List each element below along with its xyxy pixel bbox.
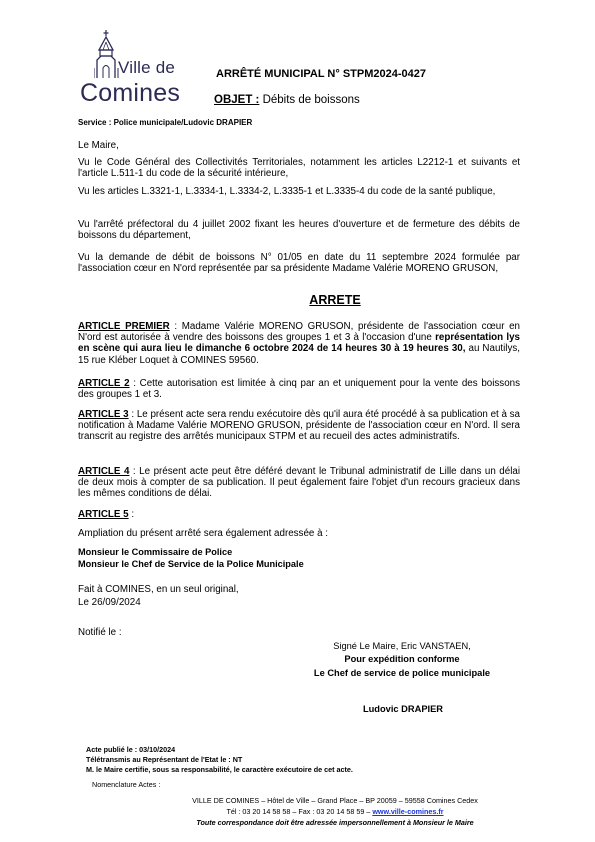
logo-ville-de: Ville de <box>118 58 176 77</box>
signatory-name: Ludovic DRAPIER <box>362 704 444 714</box>
date-signature: Le 26/09/2024 <box>78 597 141 608</box>
service-line: Service : Police municipale/Ludovic DRAPIER <box>78 118 253 127</box>
article-premier-text: : Madame Valérie MORENO GRUSON, présidente de l'association cœur en N'ord est autorisée à vendre des boissons des groupes 1 et 3 à l'occasion d'une <box>78 321 520 344</box>
objet-line <box>214 94 360 106</box>
footer-tel: Tél : 03 20 14 58 58 – Fax : 03 20 14 58 59 – <box>226 807 373 816</box>
article-2-text: : Cette autorisation est limitée à cinq par an et uniquement pour la vente des boissons des groupes 1 et 3. <box>78 378 520 401</box>
vu-arrete-prefectoral: Vu l'arrêté préfectoral du 4 juillet 2002 fixant les heures d'ouverture et de fermeture des débits de boissons du département, <box>78 219 520 242</box>
fait-a: Fait à COMINES, en un seul original, <box>78 584 239 595</box>
article-2-label: ARTICLE 2 <box>78 378 130 389</box>
footer-contact <box>0 807 595 816</box>
pour-expedition: Pour expédition conforme <box>344 654 460 664</box>
vu-demande: Vu la demande de débit de boissons N° 01/05 en date du 11 septembre 2024 formulée par l'association cœur en N'ord représentée par sa présidente Madame Valérie MORENO GRUSON, <box>78 252 520 275</box>
arrete-heading: ARRETE <box>309 293 361 307</box>
website-link[interactable]: www.ville-comines.fr <box>372 807 444 816</box>
article-premier-event: représentation lys en scène qui aura lieu le dimanche 6 octobre 2024 de 14 heures 30 à 19 heures 30, <box>78 332 520 355</box>
nomenclature: Nomenclature Actes : <box>92 780 161 789</box>
article-3-text: : Le présent acte sera rendu exécutoire dès qu'il aura été procédé à sa publication et à sa notification à Madame Valérie MORENO GRUSON, présidente de l'association cœur en N'ord. Il sera transcrit au registre des arrêtés municipaux STPM et au recueil des actes administratifs. <box>78 409 521 443</box>
objet-label: OBJET : <box>214 94 260 106</box>
article-4 <box>78 466 520 500</box>
article-4-text: : Le présent acte peut être déféré devant le Tribunal administratif de Lille dans un délai de deux mois à compter de sa publication. Il peut également faire l'objet d'un recours gracieux dans les mêmes conditions de délai. <box>78 466 520 500</box>
logo-comines: Comines <box>80 79 181 107</box>
arrete-title: ARRÊTÉ MUNICIPAL N° STPM2024-0427 <box>216 68 426 80</box>
ampliation: Ampliation du présent arrêté sera également adressée à : <box>78 528 328 539</box>
vu-code-sante: Vu les articles L.3321-1, L.3334-1, L.3334-2, L.3335-1 et L.3335-4 du code de la santé publique, <box>78 186 496 197</box>
church-tower-icon <box>94 30 120 78</box>
article-5 <box>78 509 520 520</box>
article-premier <box>78 321 520 366</box>
vu-cgct: Vu le Code Général des Collectivités Territoriales, notamment les articles L2212-1 et suivants et l'article L.511-1 du code de la sécurité intérieure, <box>78 157 520 180</box>
objet-text: Débits de boissons <box>259 94 360 106</box>
article-5-label: ARTICLE 5 <box>78 509 129 520</box>
article-4-label: ARTICLE 4 <box>78 466 130 477</box>
certification: M. le Maire certifie, sous sa responsabilité, le caractère exécutoire de cet acte. <box>86 765 353 774</box>
article-premier-location: au Nautilys, 15 rue Kléber Loquet à COMINES 59560. <box>78 343 520 366</box>
article-premier-label: ARTICLE PREMIER <box>78 321 170 332</box>
signature-maire: Signé Le Maire, Eric VANSTAEN, <box>333 641 471 651</box>
article-3 <box>78 409 520 443</box>
comines-logo <box>80 30 200 110</box>
article-5-text: : <box>128 509 135 520</box>
article-3-label: ARTICLE 3 <box>78 409 129 420</box>
recipient-chef-police: Monsieur le Chef de Service de la Police Municipale <box>78 559 304 569</box>
acte-publie: Acte publié le : 03/10/2024 <box>86 745 176 754</box>
footer-address: VILLE DE COMINES – Hôtel de Ville – Grand Place – BP 20059 – 59558 Comines Cedex <box>192 796 478 805</box>
article-2 <box>78 378 520 400</box>
recipient-commissaire: Monsieur le Commissaire de Police <box>78 547 233 557</box>
teletransmis: Télétransmis au Représentant de l'Etat le : NT <box>86 755 243 764</box>
le-maire: Le Maire, <box>78 140 119 151</box>
footer-correspondance: Toute correspondance doit être adressée impersonnellement à Monsieur le Maire <box>196 818 474 827</box>
chef-service-title: Le Chef de service de police municipale <box>313 668 491 678</box>
notifie-le: Notifié le : <box>78 627 122 638</box>
